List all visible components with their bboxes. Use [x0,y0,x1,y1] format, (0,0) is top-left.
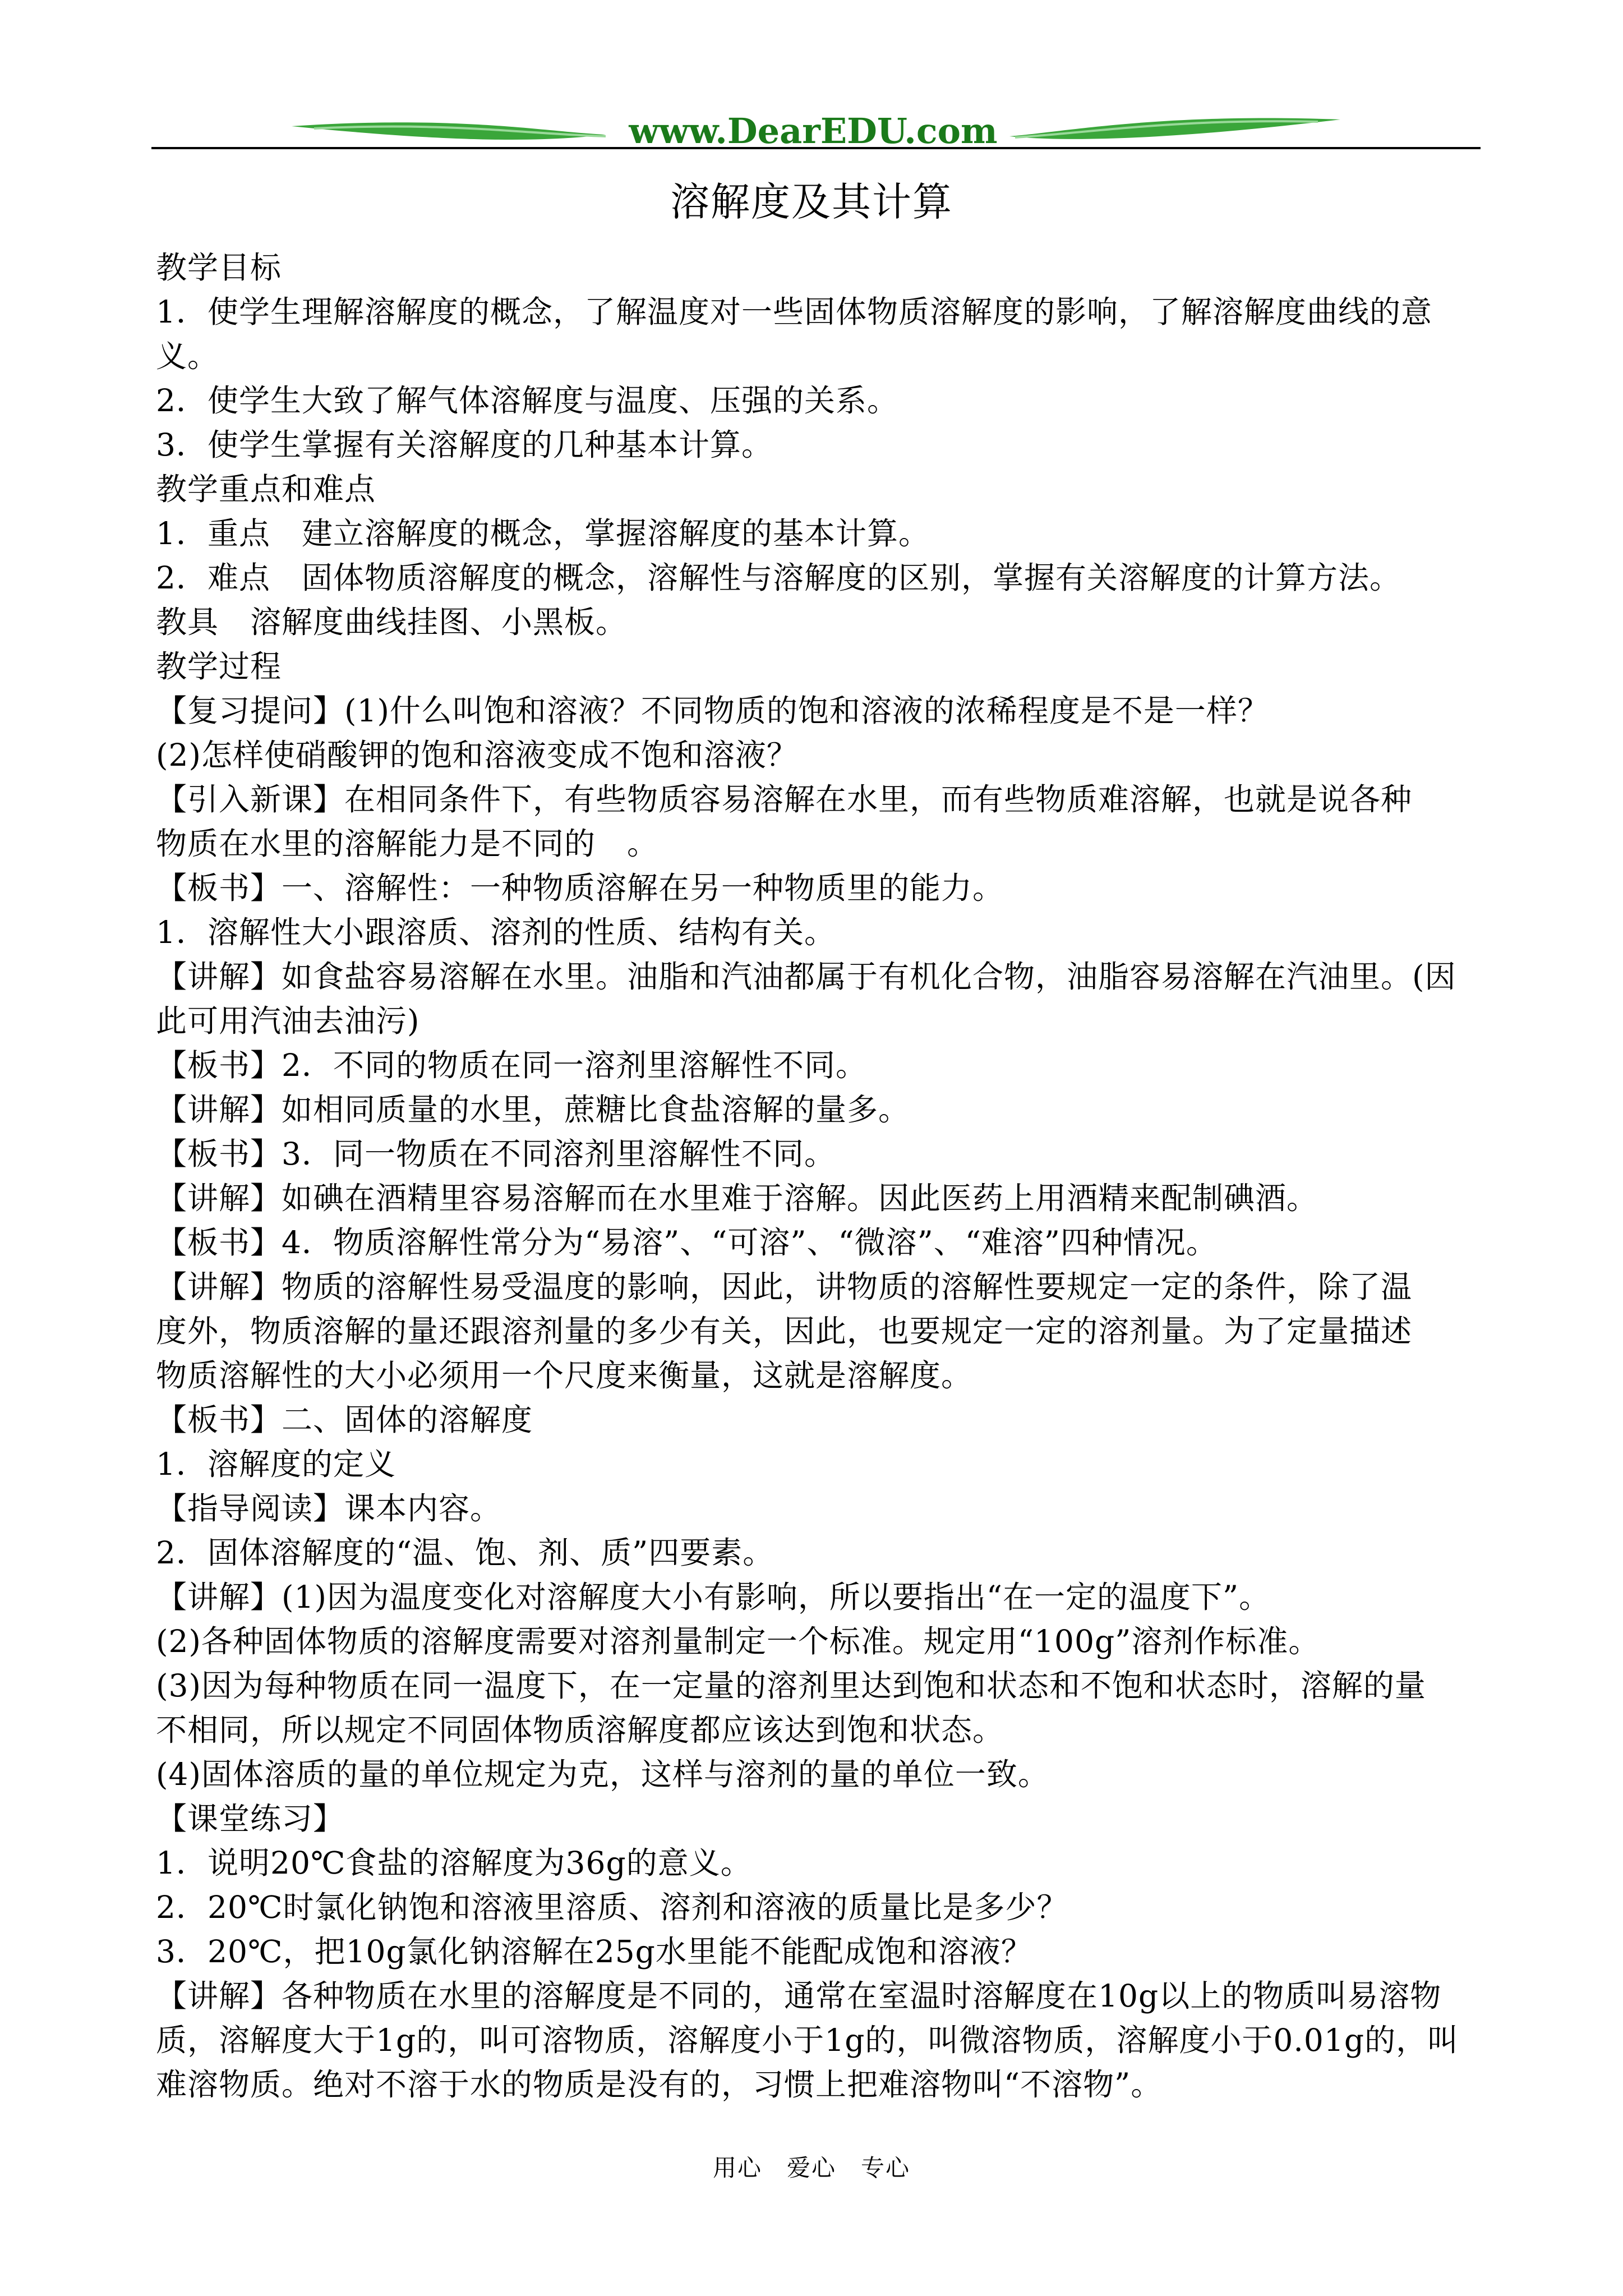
logo-swoosh-graphic [292,109,1340,151]
text-line: 2．难点 固体物质溶解度的概念，溶解性与溶解度的区别，掌握有关溶解度的计算方法。 [156,560,1401,596]
text-line: 教学目标 [156,250,282,286]
text-line: 不相同，所以规定不同固体物质溶解度都应该达到饱和状态。 [156,1712,1004,1748]
text-line: 【板书】二、固体的溶解度 [156,1402,533,1438]
document-title: 溶解度及其计算 [670,179,953,225]
text-line: (3)因为每种物质在同一温度下，在一定量的溶剂里达到饱和状态和不饱和状态时，溶解的量 [156,1668,1426,1704]
text-line: 1．溶解性大小跟溶质、溶剂的性质、结构有关。 [156,914,836,950]
text-line: 1．溶解度的定义 [156,1446,396,1482]
text-line: 物质溶解性的大小必须用一个尺度来衡量，这就是溶解度。 [156,1358,973,1393]
page-footer: 用心 爱心 专心 [712,2154,910,2182]
text-line: 1．说明20℃食盐的溶解度为36g的意义。 [156,1845,752,1881]
text-line: 难溶物质。绝对不溶于水的物质是没有的，习惯上把难溶物叫“不溶物”。 [156,2067,1163,2102]
text-line: 【板书】2．不同的物质在同一溶剂里溶解性不同。 [156,1047,867,1083]
text-line: (2)各种固体物质的溶解度需要对溶剂量制定一个标准。规定用“100g”溶剂作标准。 [156,1623,1320,1659]
text-line: 此可用汽油去油污) [156,1003,420,1039]
text-line: 义。 [156,338,219,374]
text-line: 【课堂练习】 [156,1801,345,1837]
text-line: (4)固体溶质的量的单位规定为克，这样与溶剂的量的单位一致。 [156,1756,1049,1792]
text-line: 【讲解】如相同质量的水里，蔗糖比食盐溶解的量多。 [156,1092,910,1128]
text-line: 物质在水里的溶解能力是不同的 。 [156,826,659,862]
text-line: 【板书】4．物质溶解性常分为“易溶”、“可溶”、“微溶”、“难溶”四种情况。 [156,1225,1218,1260]
text-line: 【板书】3．同一物质在不同溶剂里溶解性不同。 [156,1136,836,1172]
text-line: (2)怎样使硝酸钾的饱和溶液变成不饱和溶液？ [156,737,798,773]
text-line: 【指导阅读】课本内容。 [156,1490,502,1526]
document-body [156,246,1485,2107]
text-line: 2．20℃时氯化钠饱和溶液里溶质、溶剂和溶液的质量比是多少？ [156,1889,1068,1925]
text-line: 3．使学生掌握有关溶解度的几种基本计算。 [156,427,773,463]
text-line: 【讲解】(1)因为温度变化对溶解度大小有影响，所以要指出“在一定的温度下”。 [156,1579,1271,1615]
text-line: 【讲解】各种物质在水里的溶解度是不同的，通常在室温时溶解度在10g以上的物质叫易溶物 [156,1978,1442,2014]
text-line: 【引入新课】在相同条件下，有些物质容易溶解在水里，而有些物质难溶解，也就是说各种 [156,781,1413,817]
text-line: 教具 溶解度曲线挂图、小黑板。 [156,604,628,640]
text-line: 教学过程 [156,648,282,684]
text-line: 教学重点和难点 [156,471,376,507]
text-line: 1．重点 建立溶解度的概念，掌握溶解度的基本计算。 [156,516,930,551]
text-line: 【讲解】如碘在酒精里容易溶解而在水里难于溶解。因此医药上用酒精来配制碘酒。 [156,1180,1318,1216]
text-line: 2．固体溶解度的“温、饱、剂、质”四要素。 [156,1535,774,1571]
text-line: 1．使学生理解溶解度的概念，了解温度对一些固体物质溶解度的影响，了解溶解度曲线的意 [156,294,1432,330]
text-line: 质，溶解度大于1g的，叫可溶物质，溶解度小于1g的，叫微溶物质，溶解度小于0.01g的，叫 [156,2022,1459,2058]
text-line: 3．20℃，把10g氯化钠溶解在25g水里能不能配成饱和溶液？ [156,1934,1032,1970]
header-divider [151,147,1481,149]
text-line: 【讲解】物质的溶解性易受温度的影响，因此，讲物质的溶解性要规定一定的条件，除了温 [156,1269,1413,1305]
text-line: 【复习提问】(1)什么叫饱和溶液？不同物质的饱和溶液的浓稀程度是不是一样？ [156,693,1269,729]
text-line: 度外，物质溶解的量还跟溶剂量的多少有关，因此，也要规定一定的溶剂量。为了定量描述 [156,1313,1413,1349]
text-line: 【板书】一、溶解性：一种物质溶解在另一种物质里的能力。 [156,870,1004,906]
text-line: 【讲解】如食盐容易溶解在水里。油脂和汽油都属于有机化合物，油脂容易溶解在汽油里。(因 [156,959,1456,995]
logo-text: www.DearEDU.com [629,111,998,151]
site-logo [292,109,1340,151]
text-line: 2．使学生大致了解气体溶解度与温度、压强的关系。 [156,383,898,418]
